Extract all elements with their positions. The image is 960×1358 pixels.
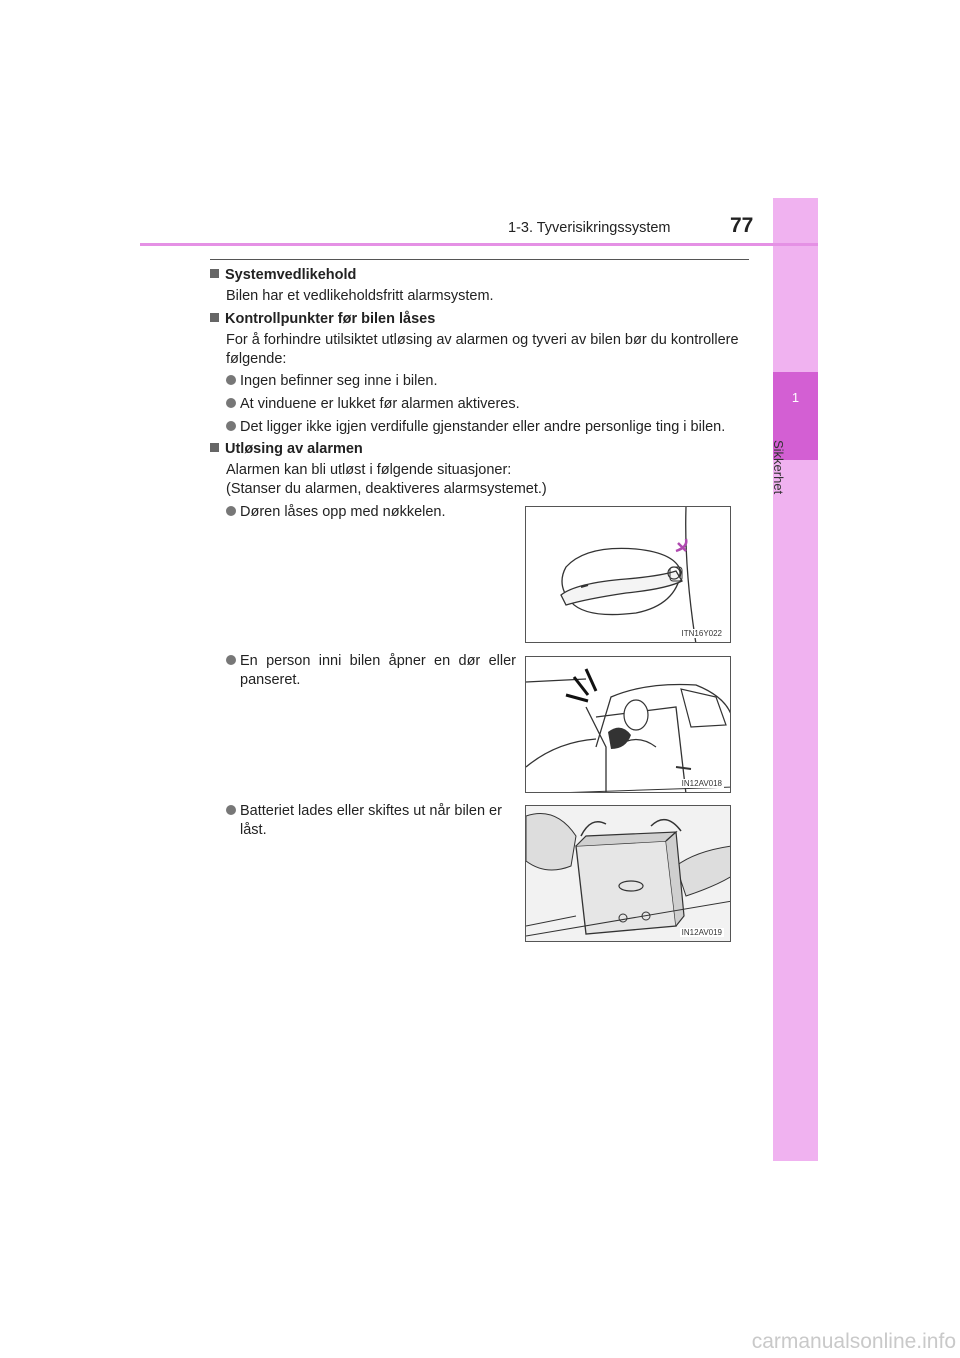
bullet-icon	[226, 655, 236, 665]
list-item: En person inni bilen åpner en dør eller panseret.	[226, 652, 516, 690]
section-body-line: For å forhindre utilsiktet utløsing av alarmen og tyveri av bilen bør du kontrollere	[226, 332, 739, 348]
battery-illustration	[526, 806, 731, 942]
list-item: At vinduene er lukket før alarmen aktiveres.	[226, 395, 520, 414]
section-body-line: Alarmen kan bli utløst i følgende situasjoner:	[226, 462, 512, 478]
figure-code: ITN16Y022	[681, 629, 722, 638]
list-item: Ingen befinner seg inne i bilen.	[226, 372, 438, 391]
watermark: carmanualsonline.info	[751, 1330, 956, 1353]
figure-door-key	[525, 506, 731, 643]
door-handle-illustration	[526, 507, 731, 643]
bullet-icon	[226, 375, 236, 385]
car-door-illustration	[526, 657, 731, 793]
section-body: Bilen har et vedlikeholdsfritt alarmsystem.	[226, 288, 494, 304]
chapter-title: Sikkerhet	[771, 440, 786, 495]
chapter-sidebar	[773, 198, 818, 1161]
section-body-line: følgende:	[226, 351, 287, 367]
list-item: Døren låses opp med nøkkelen.	[226, 503, 446, 522]
bullet-icon	[226, 421, 236, 431]
section-heading: Utløsing av alarmen	[210, 440, 755, 459]
section-heading: Systemvedlikehold	[210, 266, 755, 285]
square-bullet-icon	[210, 443, 219, 452]
section-utlosing	[210, 440, 755, 499]
header-divider	[140, 243, 818, 246]
figure-code: IN12AV018	[681, 779, 722, 788]
section-heading: Kontrollpunkter før bilen låses	[210, 310, 755, 329]
section-title: 1-3. Tyverisikringssystem	[508, 220, 671, 236]
figure-battery	[525, 805, 731, 942]
content-rule	[210, 259, 749, 260]
bullet-icon	[226, 398, 236, 408]
list-item: Batteriet lades eller skiftes ut når bilen er låst.	[226, 802, 516, 840]
figure-person-door	[525, 656, 731, 793]
section-systemvedlikehold	[210, 266, 755, 306]
chapter-number: 1	[791, 390, 800, 405]
page-number: 77	[730, 214, 754, 237]
section-body-line: (Stanser du alarmen, deaktiveres alarmsystemet.)	[226, 481, 547, 497]
square-bullet-icon	[210, 269, 219, 278]
square-bullet-icon	[210, 313, 219, 322]
figure-code: IN12AV019	[681, 928, 722, 937]
bullet-icon	[226, 506, 236, 516]
section-kontrollpunkter	[210, 310, 755, 369]
bullet-icon	[226, 805, 236, 815]
list-item: Det ligger ikke igjen verdifulle gjenstander eller andre personlige ting i bilen.	[226, 418, 725, 437]
